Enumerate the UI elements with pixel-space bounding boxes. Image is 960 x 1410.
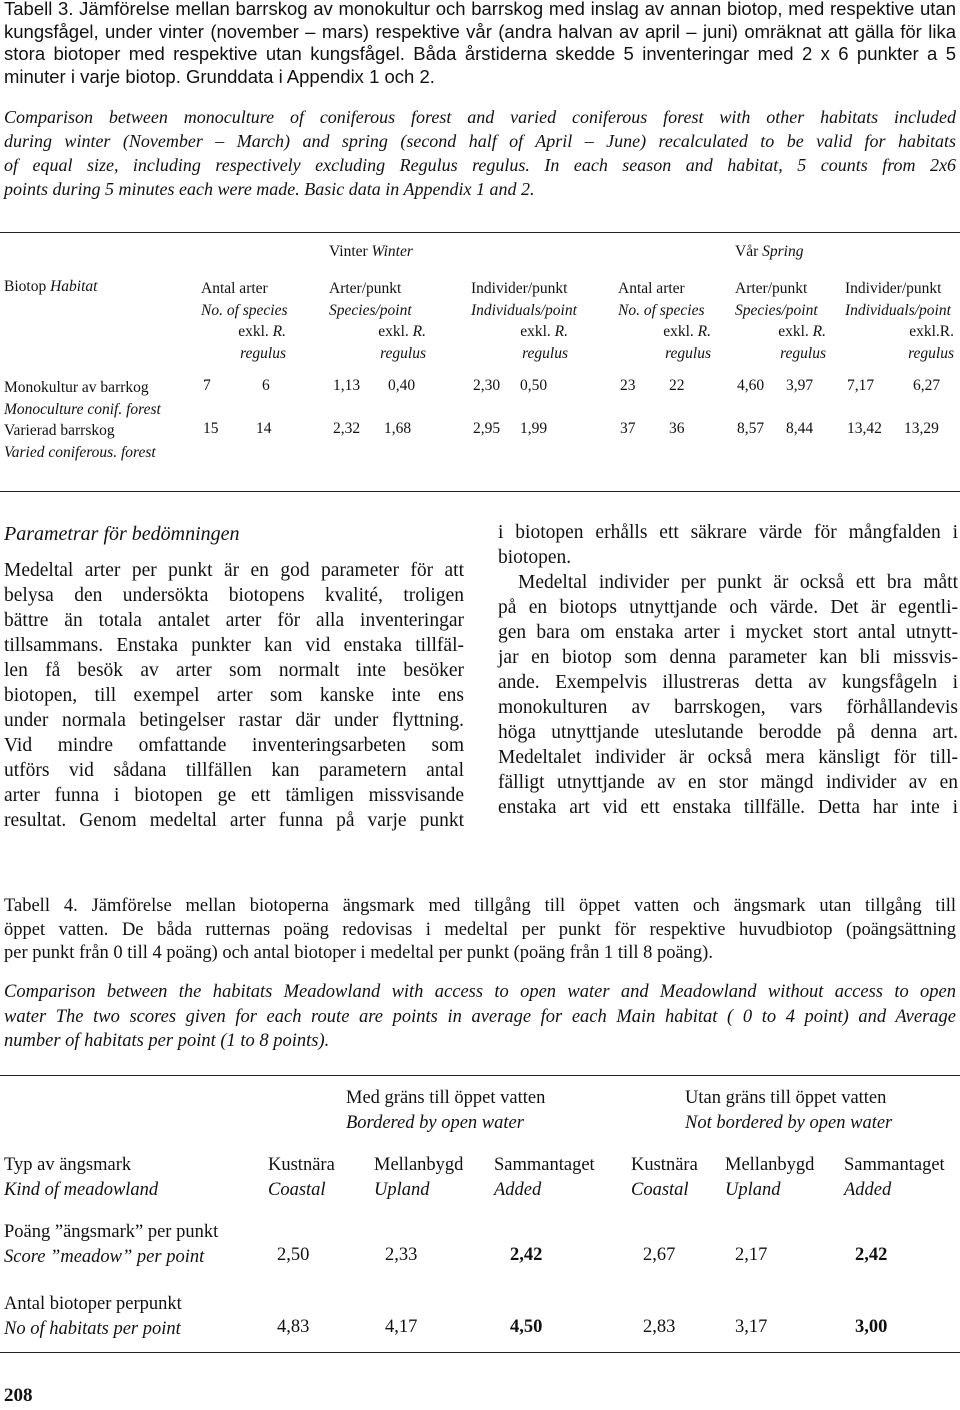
text-line: enstaka art vid ett enstaka tillfälle. Detta har inte i [498, 797, 958, 818]
exkl-regulus-header [860, 321, 954, 364]
col-header-en: Individuals/point [471, 301, 577, 319]
row-header-biotop [4, 278, 97, 296]
text-line: bättre än totala antalet arter för alla inventeringar [4, 610, 464, 631]
text-line: tillsammans. Enstaka punkter kan vid enstaka tillfäl- [4, 635, 464, 656]
exkl-r: R. [812, 323, 826, 340]
cell: 1,68 [384, 420, 412, 437]
col-header-sv: Antal arter [201, 280, 268, 297]
exkl-r: R. [697, 323, 711, 340]
page-number: 208 [4, 1385, 33, 1406]
cell: 2,33 [385, 1244, 418, 1265]
col-header [725, 1153, 814, 1202]
cell: 0,50 [520, 377, 548, 394]
cell: 6,27 [913, 377, 941, 394]
group-header-en: Not bordered by open water [685, 1112, 893, 1133]
text-line: Medeltalet individer är också mera känsligt för till- [498, 747, 958, 768]
exkl-label: exkl.R. [909, 323, 954, 340]
exkl-r: R. [554, 323, 568, 340]
season-winter-header [329, 243, 413, 261]
group-header-sv: Utan gräns till öppet vatten [685, 1088, 887, 1108]
group-header-bordered [346, 1086, 545, 1135]
exkl-label: exkl. [778, 323, 809, 340]
table3-bottom-rule [0, 491, 960, 492]
exkl-regulus-header [740, 321, 826, 364]
text-line: fälligt utnyttjande av en stor mängd individer av en [498, 772, 958, 793]
row-label-sv: Antal biotoper perpunkt [4, 1294, 182, 1314]
row-label-sv: Varierad barrskog [4, 422, 115, 439]
text-line: höga utnyttjande uteslutande berodde på denna art. [498, 722, 958, 743]
regulus-label: regulus [665, 344, 711, 362]
cell: 0,40 [388, 377, 416, 394]
col-header-sv: Antal arter [618, 280, 685, 297]
cell: 22 [669, 377, 685, 394]
cell: 2,50 [277, 1244, 310, 1265]
row-label-en: Score ”meadow” per point [4, 1246, 205, 1267]
exkl-regulus-header [200, 321, 286, 364]
cell: 15 [203, 420, 219, 437]
cell: 3,97 [786, 377, 814, 394]
caption-line: during winter (November – March) and spring (second half of April – June) recalculated to be valid for habitats [4, 131, 956, 151]
col-header-en: Added [844, 1179, 892, 1200]
row-label-sv: Poäng ”ängsmark” per punkt [4, 1222, 219, 1242]
col-header-arter-spring [735, 278, 818, 321]
text-line: utförs vid sådana tillfällen kan parametern antal [4, 760, 464, 781]
col-header-en: Coastal [631, 1179, 689, 1200]
exkl-r: R. [272, 323, 286, 340]
col-header [494, 1153, 595, 1202]
col-header [844, 1153, 945, 1202]
regulus-label: regulus [522, 344, 568, 362]
col-header-en: No. of species [618, 301, 705, 319]
col-header-sv: Arter/punkt [735, 280, 808, 297]
table4-caption-sv [4, 895, 956, 966]
group-header-not-bordered [685, 1086, 892, 1135]
cell: 2,67 [643, 1244, 676, 1265]
group-header-sv: Med gräns till öppet vatten [346, 1088, 546, 1108]
table-row [4, 420, 960, 464]
caption-line: of equal size, including respectively excluding Regulus regulus. In each season and habitat, 5 counts from 2x6 [4, 155, 956, 175]
text-line: belysa den undersökta biotopens kvalité, troligen [4, 585, 464, 606]
text-line: biotopen. [498, 547, 572, 568]
exkl-r: R. [412, 323, 426, 340]
text-line: arter funna i biotopen ge ett tämligen missvisande [4, 785, 464, 806]
text-line: Medeltal individer per punkt är också ett bra mått [518, 572, 958, 593]
cell: 14 [256, 420, 272, 437]
text-line: len få besök av arter som normalt inte besöker [4, 660, 464, 681]
cell: 2,17 [735, 1244, 768, 1265]
caption-line: minuter i varje biotop. Grunddata i Appendix 1 och 2. [4, 65, 435, 87]
text-line: biotopen, till exempel arter som kanske inte ens [4, 685, 464, 706]
caption-line: stora biotoper med respektive utan kungsfågel. Båda årstiderna skedde 5 inventeringar med 2 x 6 punkter a 5 [4, 43, 956, 64]
body-right-column [498, 520, 958, 820]
section-heading: Parametrar för bedömningen [4, 523, 240, 545]
col-header-en: Added [494, 1179, 542, 1200]
col-header-antal-spring [618, 278, 705, 321]
cell: 4,17 [385, 1316, 418, 1337]
season-winter-sv: Vinter [329, 243, 368, 260]
table3-caption-sv [4, 0, 956, 88]
cell: 2,95 [473, 420, 501, 437]
exkl-regulus-header [330, 321, 426, 364]
caption-line: points during 5 minutes each were made. Basic data in Appendix 1 and 2. [4, 179, 535, 199]
text-line: monokulturen av barrskogen, vars förhållandevis [498, 697, 958, 718]
cell: 1,13 [333, 377, 361, 394]
exkl-regulus-header [470, 321, 568, 364]
exkl-label: exkl. [378, 323, 409, 340]
row-header-sv: Biotop [4, 278, 47, 295]
caption-line: Tabell 4. Jämförelse mellan biotoperna ängsmark med tillgång till öppet vatten och ängsmark utan tillgång till [4, 896, 956, 916]
col-header-en: Upland [725, 1179, 781, 1200]
col-header-en: Coastal [268, 1179, 326, 1200]
caption-line: kungsfågel, under vinter (november – mars) respektive vår (andra halvan av april – juni) omräknat att gälla för lika [4, 20, 956, 42]
cell: 4,60 [737, 377, 765, 394]
col-header-en: Individuals/point [845, 301, 951, 319]
caption-line: Tabell 3. Jämförelse mellan barrskog av monokultur och barrskog med inslag av annan biotop, med respektive utan [4, 0, 956, 19]
cell: 1,99 [520, 420, 548, 437]
col-header-ind-winter [471, 278, 577, 321]
col-header [631, 1153, 698, 1202]
body-left-column [4, 558, 464, 833]
text-line: Vid mindre omfattande inventeringsarbeten som [4, 735, 464, 756]
type-header-en: Kind of meadowland [4, 1179, 159, 1200]
table-row [4, 377, 960, 421]
caption-line: water The two scores given for each route are points in average for each Main habitat ( 0 to 4 point) and Average [4, 1006, 956, 1027]
type-header-sv: Typ av ängsmark [4, 1155, 132, 1175]
cell: 7 [203, 377, 211, 394]
cell: 6 [262, 377, 270, 394]
row-label-sv: Monokultur av barrkog [4, 379, 149, 396]
table-row [4, 1220, 960, 1270]
col-header-antal-winter [201, 278, 288, 321]
col-header [374, 1153, 463, 1202]
table3-top-rule [0, 232, 960, 233]
row-label-en: Varied coniferous. forest [4, 443, 156, 461]
col-header-sv: Kustnära [631, 1155, 698, 1175]
table-row [4, 1292, 960, 1342]
cell: 8,44 [786, 420, 814, 437]
regulus-label: regulus [380, 344, 426, 362]
cell: 3,00 [855, 1316, 888, 1337]
regulus-label: regulus [780, 344, 826, 362]
regulus-label: regulus [908, 344, 954, 362]
group-header-en: Bordered by open water [346, 1112, 524, 1133]
text-line: i biotopen erhålls ett säkrare värde för mångfalden i [498, 522, 958, 543]
table4-top-rule [0, 1075, 960, 1076]
caption-line: Comparison between monoculture of coniferous forest and varied coniferous forest with other habitats included [4, 107, 956, 127]
season-spring-en: Spring [762, 243, 804, 260]
text-line: resultat. Genom medeltal arter funna på varje punkt [4, 810, 464, 831]
text-line: gen bara om enstaka arter i mycket stort antal utnytt- [498, 622, 958, 643]
season-winter-en: Winter [371, 243, 413, 260]
col-header-sv: Kustnära [268, 1155, 335, 1175]
cell: 13,42 [847, 420, 882, 437]
col-header-arter-winter [329, 278, 412, 321]
text-line: Medeltal arter per punkt är en god parameter för att [4, 560, 464, 581]
text-line: på en biotops utnyttjande och värde. Det är egentli- [498, 597, 958, 618]
exkl-label: exkl. [520, 323, 551, 340]
col-header-sv: Mellanbygd [725, 1155, 815, 1175]
cell: 4,50 [510, 1316, 543, 1337]
table4-caption-en [4, 980, 956, 1054]
exkl-label: exkl. [663, 323, 694, 340]
cell: 13,29 [904, 420, 939, 437]
cell: 2,42 [855, 1244, 888, 1265]
cell: 2,32 [333, 420, 361, 437]
col-header-sv: Arter/punkt [329, 280, 402, 297]
regulus-label: regulus [240, 344, 286, 362]
caption-line: number of habitats per point (1 to 8 points). [4, 1031, 330, 1051]
text-line: under normala betingelser rastar där under flyttning. [4, 710, 464, 731]
col-header-en: No. of species [201, 301, 288, 319]
col-header-en: Species/point [735, 301, 818, 319]
cell: 4,83 [277, 1316, 310, 1337]
col-header [268, 1153, 335, 1202]
cell: 2,30 [473, 377, 501, 394]
col-header-sv: Mellanbygd [374, 1155, 464, 1175]
caption-line: Comparison between the habitats Meadowland with access to open water and Meadowland without access to open [4, 982, 956, 1002]
season-spring-sv: Vår [735, 243, 759, 260]
type-header [4, 1153, 158, 1202]
season-spring-header [735, 243, 803, 261]
exkl-label: exkl. [238, 323, 269, 340]
row-label-en: Monoculture conif. forest [4, 400, 161, 418]
col-header-en: Species/point [329, 301, 412, 319]
table4-bottom-rule [0, 1352, 960, 1353]
caption-line: öppet vatten. De båda rutternas poäng redovisas i medeltal per punkt för respektive huvudbiotop (poängsättning [4, 919, 956, 940]
text-line: jar en biotop som denna parameter kan bli missvis- [498, 647, 958, 668]
col-header-sv: Individer/punkt [845, 280, 942, 297]
cell: 8,57 [737, 420, 765, 437]
exkl-regulus-header [620, 321, 711, 364]
cell: 37 [620, 420, 636, 437]
col-header-sv: Individer/punkt [471, 280, 568, 297]
cell: 7,17 [847, 377, 875, 394]
cell: 3,17 [735, 1316, 768, 1337]
text-line: ande. Exempelvis illustreras detta av kungsfågeln i [498, 672, 958, 693]
cell: 2,83 [643, 1316, 676, 1337]
col-header-sv: Sammantaget [494, 1155, 595, 1175]
cell: 2,42 [510, 1244, 543, 1265]
col-header-sv: Sammantaget [844, 1155, 945, 1175]
row-header-en: Habitat [50, 278, 98, 295]
row-label-en: No of habitats per point [4, 1318, 181, 1339]
col-header-ind-spring [845, 278, 951, 321]
caption-line: per punkt från 0 till 4 poäng) och antal biotoper i medeltal per punkt (poäng från 1 till 8 poäng). [4, 943, 713, 963]
table3-caption-en [4, 105, 956, 201]
col-header-en: Upland [374, 1179, 430, 1200]
cell: 36 [669, 420, 685, 437]
cell: 23 [620, 377, 636, 394]
